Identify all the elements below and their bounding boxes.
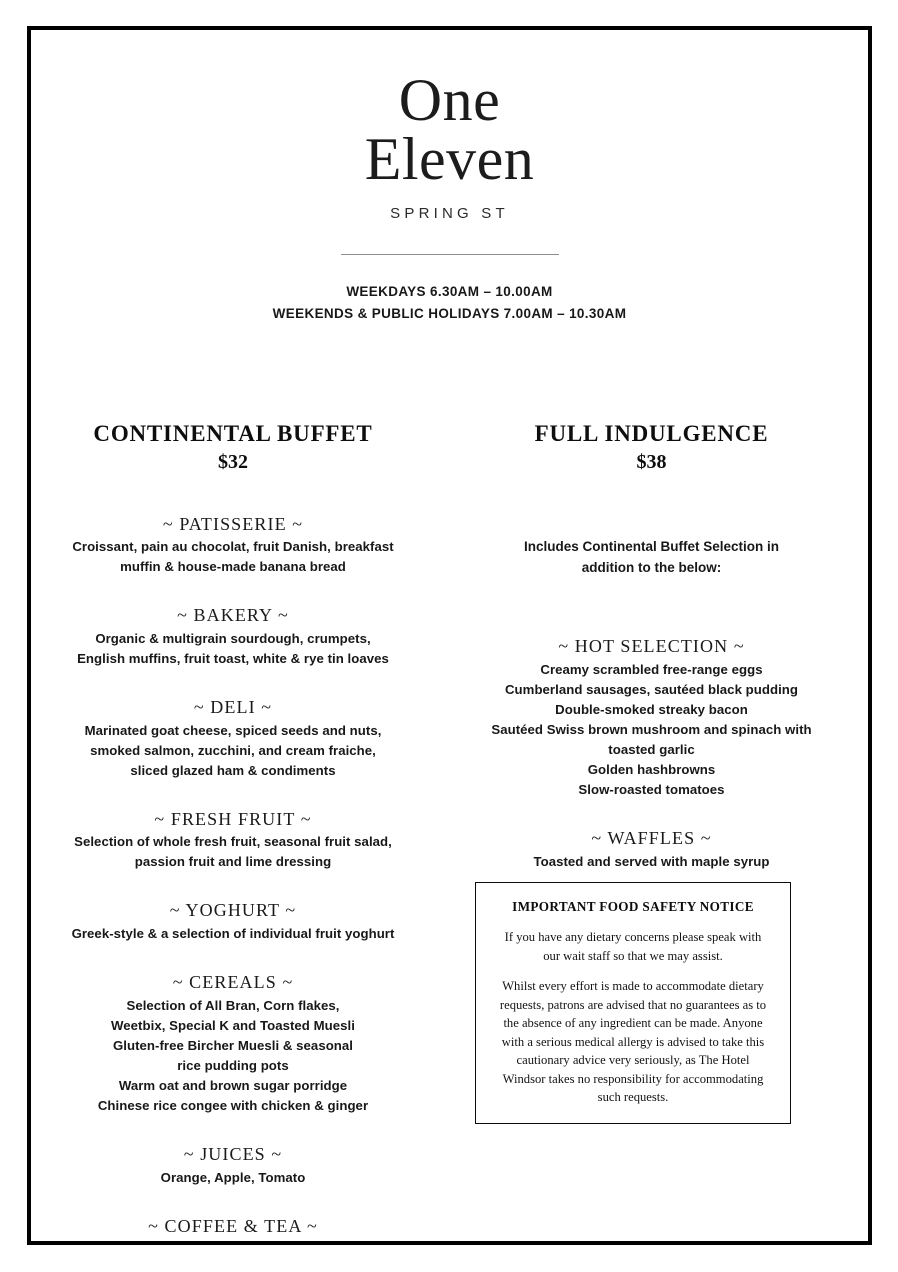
restaurant-logo xyxy=(31,67,868,223)
continental-title: CONTINENTAL BUFFET xyxy=(93,421,373,447)
continental-price: $32 xyxy=(218,450,248,473)
menu-section-items xyxy=(43,924,423,944)
food-safety-notice xyxy=(475,882,791,1124)
menu-section-heading: ~ WAFFLES ~ xyxy=(591,828,712,849)
menu-item-line: Warm oat and brown sugar porridge xyxy=(118,1077,348,1093)
notice-title: IMPORTANT FOOD SAFETY NOTICE xyxy=(512,899,754,914)
indulgence-intro-note xyxy=(447,536,856,580)
menu-section xyxy=(447,828,856,872)
menu-item-line: muffin & house-made banana bread xyxy=(120,559,346,575)
menu-item-line: rice pudding pots xyxy=(177,1057,289,1073)
menu-section-heading: ~ BAKERY ~ xyxy=(177,605,289,626)
menu-section-items xyxy=(447,660,856,800)
menu-item-line: Chinese rice congee with chicken & ginger xyxy=(97,1098,369,1114)
menu-item-line: Weetbix, Special K and Toasted Muesli xyxy=(111,1017,355,1033)
menu-section-items xyxy=(43,832,423,872)
indulgence-sections xyxy=(447,636,856,872)
menu-section-items xyxy=(43,629,423,669)
menu-section-heading: ~ COFFEE & TEA ~ xyxy=(148,1215,318,1236)
indulgence-title: FULL INDULGENCE xyxy=(534,421,769,447)
menu-item-line: Sautéed Swiss brown mushroom and spinach with xyxy=(491,722,812,738)
menu-item-line: Toasted and served with maple syrup xyxy=(533,853,770,869)
opening-hours xyxy=(31,281,868,325)
continental-buffet-column xyxy=(31,420,435,1237)
menu-section-heading: ~ HOT SELECTION ~ xyxy=(558,636,745,657)
menu-item-line: Slow-roasted tomatoes xyxy=(578,782,725,798)
notice-paragraph-2: Whilst every effort is made to accommodate dietary requests, patrons are advised that no guarantees as to the absence of any ingredient can be made. Anyone with a serious medical allergy is advised to take this cautionary advice very seriously, as The Hotel Windsor takes no responsibility for accommodating such requests. xyxy=(499,979,767,1104)
menu-section xyxy=(43,809,423,873)
menu-section-heading: ~ YOGHURT ~ xyxy=(169,900,297,921)
menu-section xyxy=(43,605,423,669)
menu-section-items xyxy=(43,996,423,1116)
menu-section-heading: ~ DELI ~ xyxy=(193,696,273,717)
menu-item-line: Selection of All Bran, Corn flakes, xyxy=(126,997,340,1013)
masthead-divider-rule xyxy=(341,254,559,255)
menu-item-line: toasted garlic xyxy=(608,742,695,758)
masthead xyxy=(31,30,868,324)
menu-section xyxy=(43,1216,423,1238)
menu-item-line: passion fruit and lime dressing xyxy=(134,854,332,870)
menu-item-line: Selection of whole fresh fruit, seasonal fruit salad, xyxy=(74,834,392,850)
menu-section-items xyxy=(43,1168,423,1188)
menu-item-line: Gluten-free Bircher Muesli & seasonal xyxy=(112,1037,354,1053)
menu-item-line: sliced glazed ham & condiments xyxy=(130,762,336,778)
menu-item-line: smoked salmon, zucchini, and cream fraiche, xyxy=(90,742,376,758)
menu-item-line: Orange, Apple, Tomato xyxy=(160,1169,306,1185)
continental-sections xyxy=(43,514,423,1238)
menu-section-items xyxy=(43,721,423,781)
menu-item-line: Golden hashbrowns xyxy=(587,762,716,778)
menu-section xyxy=(43,514,423,578)
hours-weekends: WEEKENDS & PUBLIC HOLIDAYS 7.00AM – 10.30AM xyxy=(272,305,627,321)
notice-paragraph-1: If you have any dietary concerns please speak with our wait staff so that we may assist. xyxy=(504,930,762,963)
menu-item-line: Cumberland sausages, sautéed black pudding xyxy=(504,681,799,697)
menu-content xyxy=(31,30,868,1241)
menu-section-heading: ~ FRESH FRUIT ~ xyxy=(154,808,312,829)
menu-section-heading: ~ CEREALS ~ xyxy=(172,972,294,993)
indulgence-intro-line: addition to the below: xyxy=(581,560,722,576)
hours-weekdays: WEEKDAYS 6.30AM – 10.00AM xyxy=(346,283,553,299)
menu-section xyxy=(43,697,423,781)
menu-item-line: Greek-style & a selection of individual fruit yoghurt xyxy=(71,926,395,942)
indulgence-intro-line: Includes Continental Buffet Selection in xyxy=(523,538,780,554)
menu-item-line: Croissant, pain au chocolat, fruit Danish, breakfast xyxy=(72,539,394,555)
menu-section-heading: ~ PATISSERIE ~ xyxy=(162,513,304,534)
logo-subtitle: SPRING ST xyxy=(390,205,509,223)
full-indulgence-column xyxy=(435,420,868,872)
menu-item-line: English muffins, fruit toast, white & rye tin loaves xyxy=(77,650,389,666)
menu-item-line: Organic & multigrain sourdough, crumpets, xyxy=(95,630,371,646)
logo-line-one: One xyxy=(398,67,501,133)
menu-section-heading: ~ JUICES ~ xyxy=(183,1144,283,1165)
menu-section xyxy=(43,972,423,1116)
menu-section xyxy=(43,900,423,944)
menu-item-line: Creamy scrambled free-range eggs xyxy=(540,661,763,677)
menu-section-items xyxy=(447,852,856,872)
menu-item-line: Double-smoked streaky bacon xyxy=(555,701,748,717)
menu-section xyxy=(447,636,856,800)
menu-section-items xyxy=(43,537,423,577)
menu-section xyxy=(43,1144,423,1188)
indulgence-price: $38 xyxy=(636,450,667,473)
logo-line-two: Eleven xyxy=(364,126,535,193)
menu-item-line: Marinated goat cheese, spiced seeds and nuts, xyxy=(84,722,382,738)
